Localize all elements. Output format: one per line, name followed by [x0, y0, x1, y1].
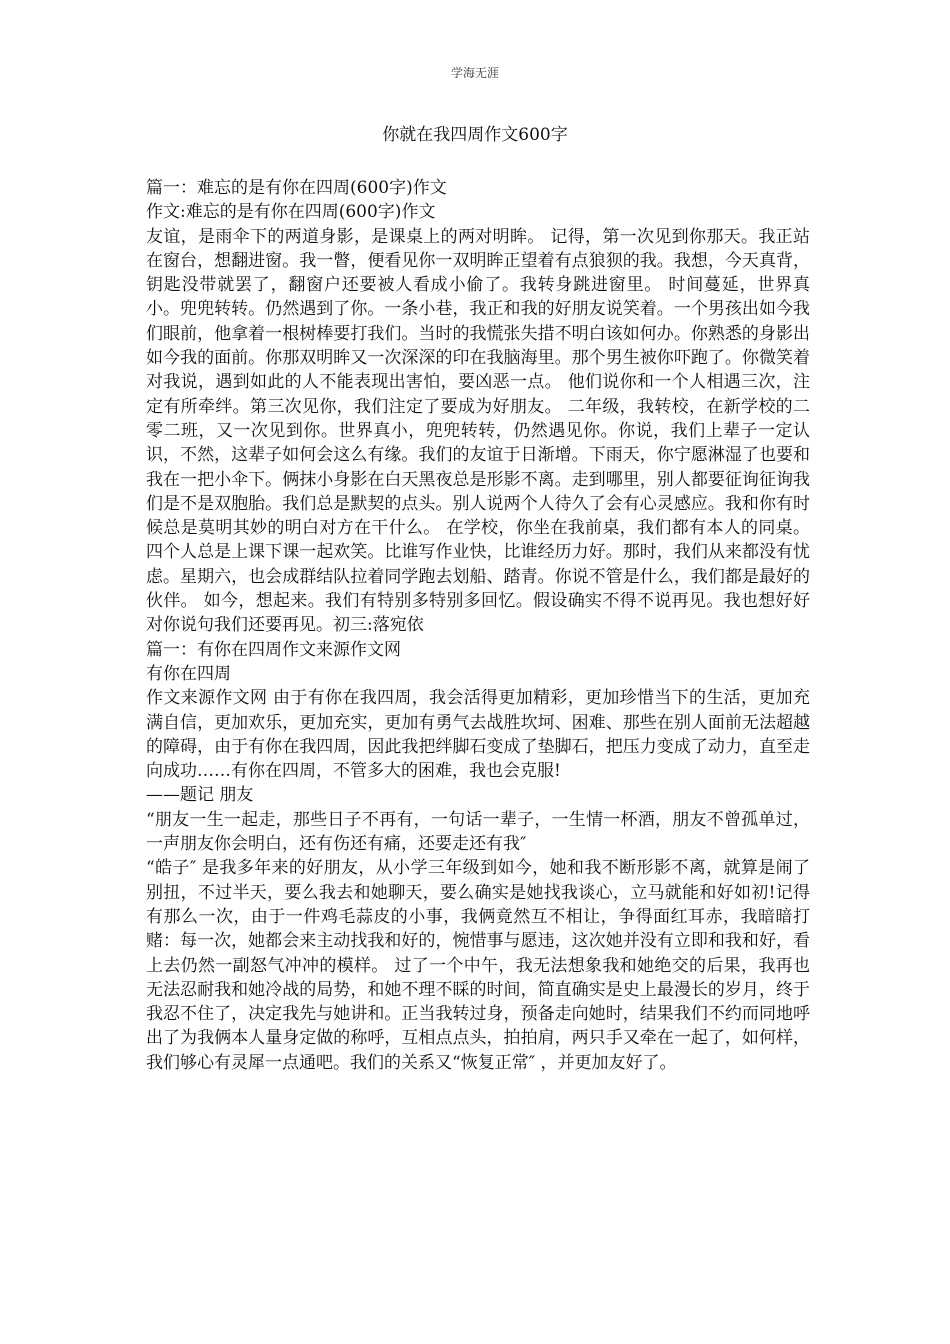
paragraph: 作文来源作文网 由于有你在我四周，我会活得更加精彩，更加珍惜当下的生活，更加充满自信，更加欢乐，更加充实，更加有勇气去战胜坎坷、困难、那些在别人面前无法超越的障碍，由于有你在我四周，因此我把绊脚石变成了垫脚石，把压力变成了动力，直至走向成功……有你在四周，不管多大的困难，我也会克服!	[146, 688, 810, 782]
section-heading: 篇一：有你在四周作文来源作文网	[146, 639, 401, 660]
quote-paragraph: “朋友一生一起走，那些日子不再有，一句话一辈子，一生情一杯酒，朋友不曾孤单过，一声朋友你会明白，还有伤还有痛，还要走还有我″	[146, 809, 810, 855]
document-title: 你就在我四周作文600字	[382, 125, 568, 145]
essay-title: 有你在四周	[146, 663, 231, 684]
essay-title: 作文:难忘的是有你在四周(600字)作文	[146, 202, 436, 223]
document-body	[146, 176, 810, 1075]
paragraph: 友谊，是雨伞下的两道身影，是课桌上的两对明眸。 记得，第一次见到你那天。我正站在窗台，想翻进窗。我一瞥，便看见你一双明眸正望着有点狼狈的我。我想，今天真背，钥匙没带就罢了，翻窗户还要被人看成小偷了。我转身跳进窗里。 时间蔓延，世界真小。兜兜转转。仍然遇到了你。一条小巷，我正和我的好朋友说笑着。一个男孩出如今我们眼前，他拿着一根树棒要打我们。当时的我慌张失措不明白该如何办。你熟悉的身影出如今我的面前。你那双明眸又一次深深的印在我脑海里。那个男生被你吓跑了。你微笑着对我说，遇到如此的人不能表现出害怕，要凶恶一点。 他们说你和一个人相遇三次，注定有所牵绊。第三次见你，我们注定了要成为好朋友。 二年级，我转校，在新学校的二零二班，又一次见到你。世界真小，兜兜转转，仍然遇见你。你说，我们上辈子一定认识，不然，这辈子如何会这么有缘。我们的友谊于日渐增。下雨天，你宁愿淋湿了也要和我在一把小伞下。俩抹小身影在白天黑夜总是形影不离。走到哪里，别人都要征询征询我们是不是双胞胎。我们总是默契的点头。别人说两个人待久了会有心灵感应。我和你有时候总是莫明其妙的明白对方在干什么。 在学校，你坐在我前桌，我们都有本人的同桌。四个人总是上课下课一起欢笑。比谁写作业快，比谁经历力好。那时，我们从来都没有忧虑。星期六，也会成群结队拉着同学跑去划船、踏青。你说不管是什么，我们都是最好的伙伴。 如今，想起来。我们有特别多特别多回忆。假设确实不得不说再见。我也想好好对你说句我们还要再见。初三:落宛依	[146, 226, 810, 636]
page-header: 学海无涯	[450, 66, 499, 80]
section-heading: 篇一：难忘的是有你在四周(600字)作文	[146, 178, 447, 198]
epigraph-line: ——题记 朋友	[146, 785, 254, 806]
paragraph: “皓子″ 是我多年来的好朋友，从小学三年级到如今，她和我不断形影不离，就算是闹了别扭，不过半天，要么我去和她聊天，要么确实是她找我谈心，立马就能和好如初!记得有那么一次，由于一件鸡毛蒜皮的小事，我俩竟然互不相让，争得面红耳赤，我暗暗打赌：每一次，她都会来主动找我和好的，惋惜事与愿违，这次她并没有立即和我和好，看上去仍然一副怒气冲冲的模样。 过了一个中午，我无法想象我和她绝交的后果，我再也无法忍耐我和她冷战的局势，和她不理不睬的时间，简直确实是史上最漫长的岁月，终于我忍不住了，决定我先与她讲和。正当我转过身，预备走向她时，结果我们不约而同地呼出了为我俩本人量身定做的称呼，互相点点头，拍拍肩，两只手又牵在一起了，如何样，我们够心有灵犀一点通吧。我们的关系又“恢复正常″ ，并更加友好了。	[146, 858, 810, 1073]
